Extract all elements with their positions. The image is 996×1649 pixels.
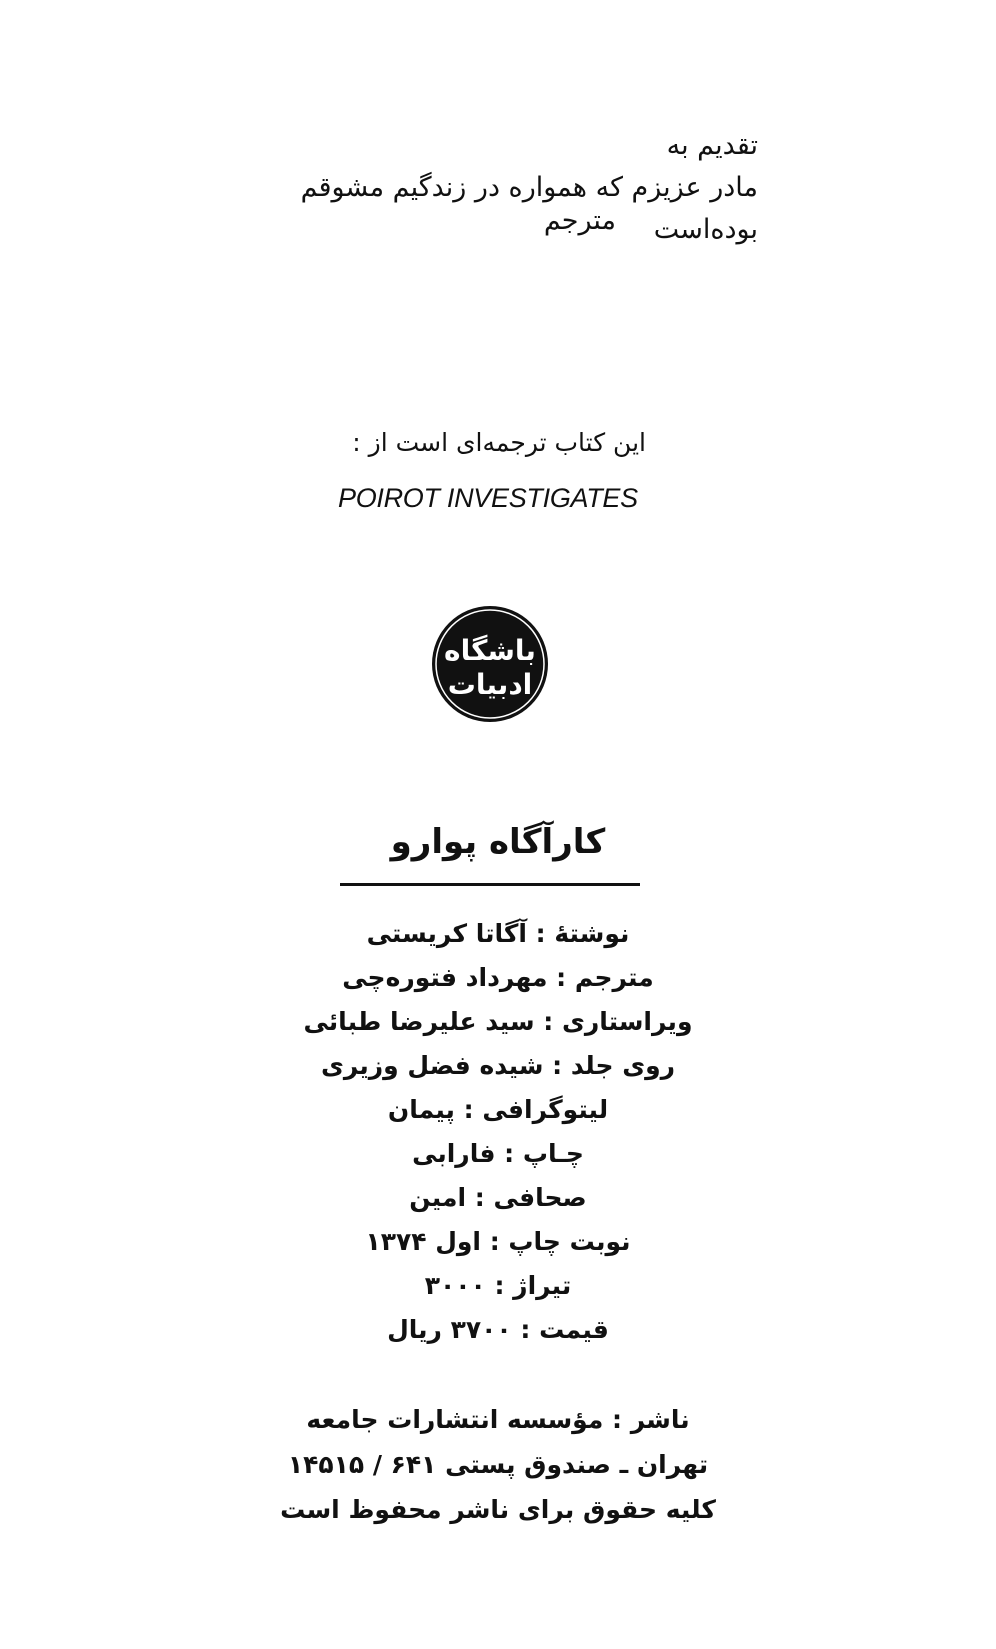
dedication-block bbox=[238, 125, 758, 251]
credit-printing: چـاپ : فارابی bbox=[412, 1139, 584, 1168]
credit-circulation: تیراژ : ۳۰۰۰ bbox=[424, 1271, 572, 1300]
logo-line-1: باشگاه bbox=[444, 634, 536, 667]
original-title: POIROT INVESTIGATES bbox=[338, 483, 638, 513]
logo-line-2: ادبیات bbox=[447, 668, 533, 701]
publisher-rights: کلیه حقوق برای ناشر محفوظ است bbox=[280, 1495, 716, 1524]
credit-editor: ویراستاری : سید علیرضا طبائی bbox=[303, 1007, 693, 1036]
original-title-label: این کتاب ترجمه‌ای است از : bbox=[352, 428, 646, 457]
credit-price: قیمت : ۳۷۰۰ ریال bbox=[387, 1315, 609, 1344]
credit-cover: روی جلد : شیده فضل وزیری bbox=[320, 1051, 676, 1080]
credit-binding: صحافی : امین bbox=[409, 1183, 587, 1212]
title-underline bbox=[340, 883, 640, 886]
credit-edition: نوبت چاپ : اول ۱۳۷۴ bbox=[365, 1227, 631, 1256]
publisher-name: ناشر : مؤسسه انتشارات جامعه bbox=[306, 1405, 690, 1434]
publisher-block bbox=[0, 1397, 996, 1532]
dedication-signature: مترجم bbox=[543, 205, 616, 236]
book-title: کارآگاه پوارو bbox=[390, 822, 606, 862]
credit-author: نوشتهٔ : آگاتا کریستی bbox=[366, 919, 630, 948]
credit-lithography: لیتوگرافی : پیمان bbox=[387, 1095, 609, 1124]
dedication-text: مادر عزیزم که همواره در زندگیم مشوقم بوده‌است bbox=[300, 172, 758, 245]
dedication-heading: تقدیم به bbox=[666, 130, 758, 161]
publisher-logo bbox=[430, 604, 550, 724]
credit-translator: مترجم : مهرداد فتوره‌چی bbox=[342, 963, 654, 992]
publisher-address: تهران ـ صندوق پستی ۶۴۱ / ۱۴۵۱۵ bbox=[287, 1450, 709, 1479]
credits-list bbox=[0, 912, 996, 1352]
